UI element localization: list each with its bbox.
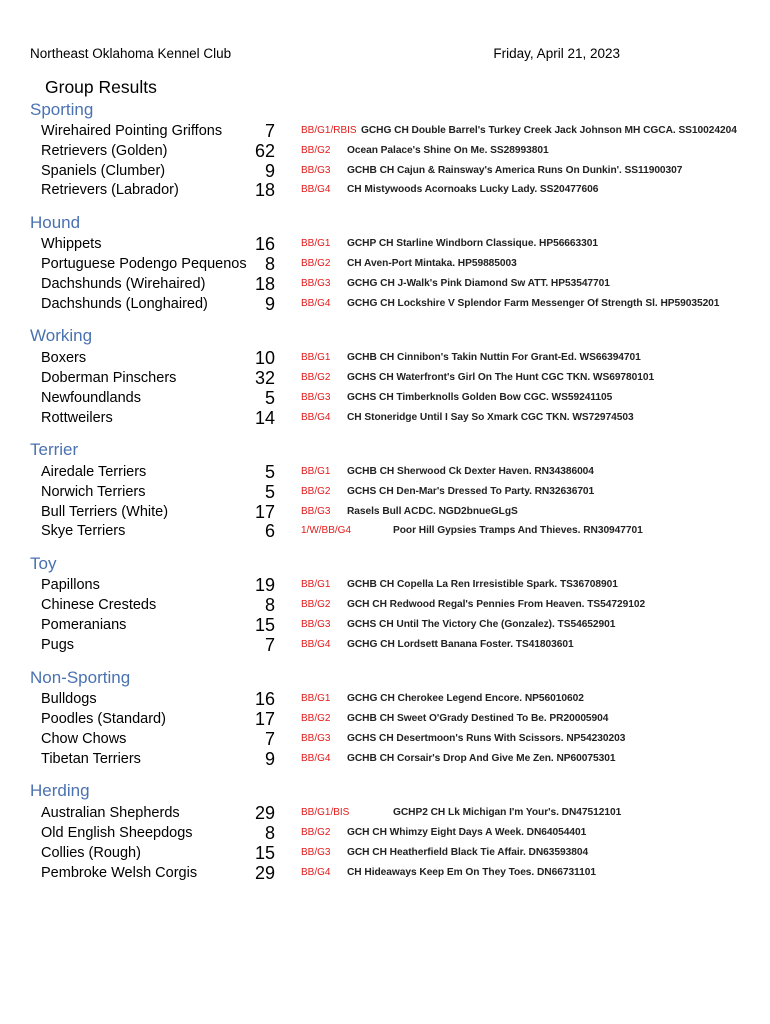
- entry-count: 8: [264, 595, 275, 615]
- result-row: [0, 274, 770, 294]
- dog-name: GCHG CH Double Barrel's Turkey Creek Jack Johnson MH CGCA. SS10024204: [361, 125, 737, 136]
- award-code: BB/G3: [301, 847, 331, 858]
- award-code: BB/G1/RBIS: [301, 125, 357, 136]
- award-code: BB/G4: [301, 184, 331, 195]
- breed-name: Pugs: [41, 637, 75, 653]
- award-code: BB/G4: [301, 639, 331, 650]
- breed-name: Dachshunds (Wirehaired): [41, 276, 206, 292]
- result-row: [0, 863, 770, 883]
- breed-name: Spaniels (Clumber): [41, 163, 166, 179]
- entry-count: 15: [254, 615, 275, 635]
- dog-name: GCHG CH Lockshire V Splendor Farm Messenger Of Strength Sl. HP59035201: [347, 298, 720, 309]
- dog-name: CH Mistywoods Acornoaks Lucky Lady. SS20477606: [347, 184, 599, 195]
- dog-name: GCH CH Whimzy Eight Days A Week. DN64054401: [347, 827, 587, 838]
- breed-name: Bull Terriers (White): [41, 504, 169, 520]
- group-name: Non-Sporting: [30, 668, 131, 687]
- entry-count: 9: [264, 294, 275, 314]
- breed-name: Papillons: [41, 577, 100, 593]
- entry-count: 29: [254, 803, 275, 823]
- entry-count: 19: [254, 575, 275, 595]
- dog-name: GCH CH Redwood Regal's Pennies From Heaven. TS54729102: [347, 599, 646, 610]
- result-row: [0, 141, 770, 161]
- breed-name: Chow Chows: [41, 731, 127, 747]
- entry-count: 17: [254, 502, 275, 522]
- entry-count: 10: [254, 348, 275, 368]
- dog-name: GCHS CH Desertmoon's Runs With Scissors. NP54230203: [347, 733, 626, 744]
- result-row: [0, 408, 770, 428]
- award-code: BB/G3: [301, 506, 331, 517]
- breed-name: Bulldogs: [41, 691, 97, 707]
- group-name: Terrier: [30, 440, 79, 459]
- breed-name: Norwich Terriers: [41, 484, 146, 500]
- award-code: BB/G4: [301, 867, 331, 878]
- result-row: [0, 615, 770, 635]
- breed-name: Pembroke Welsh Corgis: [41, 865, 198, 881]
- result-row: [0, 388, 770, 408]
- entry-count: 5: [264, 388, 275, 408]
- dog-name: GCHP CH Starline Windborn Classique. HP56663301: [347, 238, 599, 249]
- award-code: BB/G4: [301, 753, 331, 764]
- breed-name: Pomeranians: [41, 617, 127, 633]
- result-row: [0, 348, 770, 368]
- dog-name: GCHB CH Sherwood Ck Dexter Haven. RN34386004: [347, 466, 594, 477]
- dog-name: Rasels Bull ACDC. NGD2bnueGLgS: [347, 506, 518, 517]
- award-code: BB/G2: [301, 258, 331, 269]
- dog-name: GCHG CH J-Walk's Pink Diamond Sw ATT. HP53547701: [347, 278, 610, 289]
- entry-count: 16: [254, 234, 275, 254]
- dog-name: GCHS CH Waterfront's Girl On The Hunt CGC TKN. WS69780101: [347, 372, 655, 383]
- result-row: [0, 254, 770, 274]
- breed-name: Whippets: [41, 236, 102, 252]
- dog-name: GCHP2 CH Lk Michigan I'm Your's. DN47512101: [393, 807, 622, 818]
- award-code: BB/G1: [301, 693, 331, 704]
- result-row: [0, 180, 770, 200]
- result-row: [0, 294, 770, 314]
- breed-name: Tibetan Terriers: [41, 751, 141, 767]
- entry-count: 62: [254, 141, 275, 161]
- award-code: BB/G1/BIS: [301, 807, 350, 818]
- dog-name: Ocean Palace's Shine On Me. SS28993801: [347, 145, 549, 156]
- breed-name: Newfoundlands: [41, 390, 141, 406]
- dog-name: CH Aven-Port Mintaka. HP59885003: [347, 258, 517, 269]
- group-name: Working: [30, 326, 93, 345]
- breed-name: Retrievers (Golden): [41, 143, 168, 159]
- group-name: Hound: [30, 213, 81, 232]
- dog-name: GCHG CH Cherokee Legend Encore. NP56010602: [347, 693, 584, 704]
- entry-count: 15: [254, 843, 275, 863]
- group-name: Toy: [30, 554, 57, 573]
- entry-count: 9: [264, 161, 275, 181]
- result-row: [0, 482, 770, 502]
- award-code: BB/G1: [301, 352, 331, 363]
- group-name: Sporting: [30, 100, 94, 119]
- award-code: BB/G2: [301, 713, 331, 724]
- award-code: 1/W/BB/G4: [301, 525, 352, 536]
- report-date: Friday, April 21, 2023: [493, 46, 620, 61]
- dog-name: GCH CH Heatherfield Black Tie Affair. DN63593804: [347, 847, 589, 858]
- breed-name: Chinese Cresteds: [41, 597, 157, 613]
- entry-count: 18: [254, 180, 275, 200]
- entry-count: 18: [254, 274, 275, 294]
- result-row: [0, 823, 770, 843]
- page-header: [30, 46, 620, 66]
- dog-name: GCHS CH Den-Mar's Dressed To Party. RN32636701: [347, 486, 595, 497]
- dog-name: GCHB CH Corsair's Drop And Give Me Zen. NP60075301: [347, 753, 616, 764]
- dog-name: CH Hideaways Keep Em On They Toes. DN66731101: [347, 867, 596, 878]
- result-row: [0, 709, 770, 729]
- result-row: [0, 121, 770, 141]
- entry-count: 8: [264, 823, 275, 843]
- entry-count: 17: [254, 709, 275, 729]
- entry-count: 9: [264, 749, 275, 769]
- breed-name: Wirehaired Pointing Griffons: [41, 123, 223, 139]
- dog-name: GCHB CH Cinnibon's Takin Nuttin For Grant-Ed. WS66394701: [347, 352, 641, 363]
- award-code: BB/G2: [301, 827, 331, 838]
- result-row: [0, 575, 770, 595]
- breed-name: Australian Shepherds: [41, 805, 180, 821]
- entry-count: 7: [264, 635, 275, 655]
- group-name: Herding: [30, 781, 90, 800]
- award-code: BB/G3: [301, 392, 331, 403]
- result-row: [0, 521, 770, 541]
- entry-count: 32: [254, 368, 275, 388]
- result-row: [0, 368, 770, 388]
- breed-name: Retrievers (Labrador): [41, 182, 179, 198]
- award-code: BB/G2: [301, 486, 331, 497]
- breed-name: Poodles (Standard): [41, 711, 166, 727]
- award-code: BB/G3: [301, 733, 331, 744]
- breed-name: Portuguese Podengo Pequenos: [41, 256, 247, 272]
- breed-name: Skye Terriers: [41, 523, 126, 539]
- result-row: [0, 161, 770, 181]
- dog-name: CH Stoneridge Until I Say So Xmark CGC TKN. WS72974503: [347, 412, 634, 423]
- award-code: BB/G4: [301, 298, 331, 309]
- entry-count: 7: [264, 121, 275, 141]
- breed-name: Doberman Pinschers: [41, 370, 177, 386]
- entry-count: 5: [264, 482, 275, 502]
- breed-name: Collies (Rough): [41, 845, 141, 861]
- breed-name: Boxers: [41, 350, 87, 366]
- award-code: BB/G2: [301, 145, 331, 156]
- award-code: BB/G3: [301, 619, 331, 630]
- award-code: BB/G2: [301, 372, 331, 383]
- result-row: [0, 635, 770, 655]
- breed-name: Dachshunds (Longhaired): [41, 296, 208, 312]
- result-row: [0, 234, 770, 254]
- result-row: [0, 462, 770, 482]
- result-row: [0, 502, 770, 522]
- entry-count: 8: [264, 254, 275, 274]
- breed-name: Old English Sheepdogs: [41, 825, 193, 841]
- dog-name: GCHB CH Cajun & Rainsway's America Runs On Dunkin'. SS11900307: [347, 165, 683, 176]
- entry-count: 29: [254, 863, 275, 883]
- dog-name: GCHB CH Sweet O'Grady Destined To Be. PR20005904: [347, 713, 609, 724]
- result-row: [0, 595, 770, 615]
- award-code: BB/G2: [301, 599, 331, 610]
- dog-name: Poor Hill Gypsies Tramps And Thieves. RN30947701: [393, 525, 643, 536]
- breed-name: Airedale Terriers: [41, 464, 147, 480]
- dog-name: GCHS CH Until The Victory Che (Gonzalez). TS54652901: [347, 619, 616, 630]
- breed-name: Rottweilers: [41, 410, 113, 426]
- result-row: [0, 749, 770, 769]
- dog-name: GCHS CH Timberknolls Golden Bow CGC. WS59241105: [347, 392, 613, 403]
- award-code: BB/G1: [301, 466, 331, 477]
- award-code: BB/G3: [301, 278, 331, 289]
- result-row: [0, 729, 770, 749]
- entry-count: 14: [254, 408, 275, 428]
- dog-name: GCHB CH Copella La Ren Irresistible Spark. TS36708901: [347, 579, 618, 590]
- award-code: BB/G1: [301, 238, 331, 249]
- dog-name: GCHG CH Lordsett Banana Foster. TS41803601: [347, 639, 574, 650]
- entry-count: 7: [264, 729, 275, 749]
- entry-count: 16: [254, 689, 275, 709]
- entry-count: 6: [264, 521, 275, 541]
- award-code: BB/G3: [301, 165, 331, 176]
- award-code: BB/G1: [301, 579, 331, 590]
- result-row: [0, 689, 770, 709]
- result-row: [0, 803, 770, 823]
- entry-count: 5: [264, 462, 275, 482]
- award-code: BB/G4: [301, 412, 331, 423]
- page-title: Group Results: [45, 77, 157, 97]
- club-name: Northeast Oklahoma Kennel Club: [30, 46, 232, 61]
- result-row: [0, 843, 770, 863]
